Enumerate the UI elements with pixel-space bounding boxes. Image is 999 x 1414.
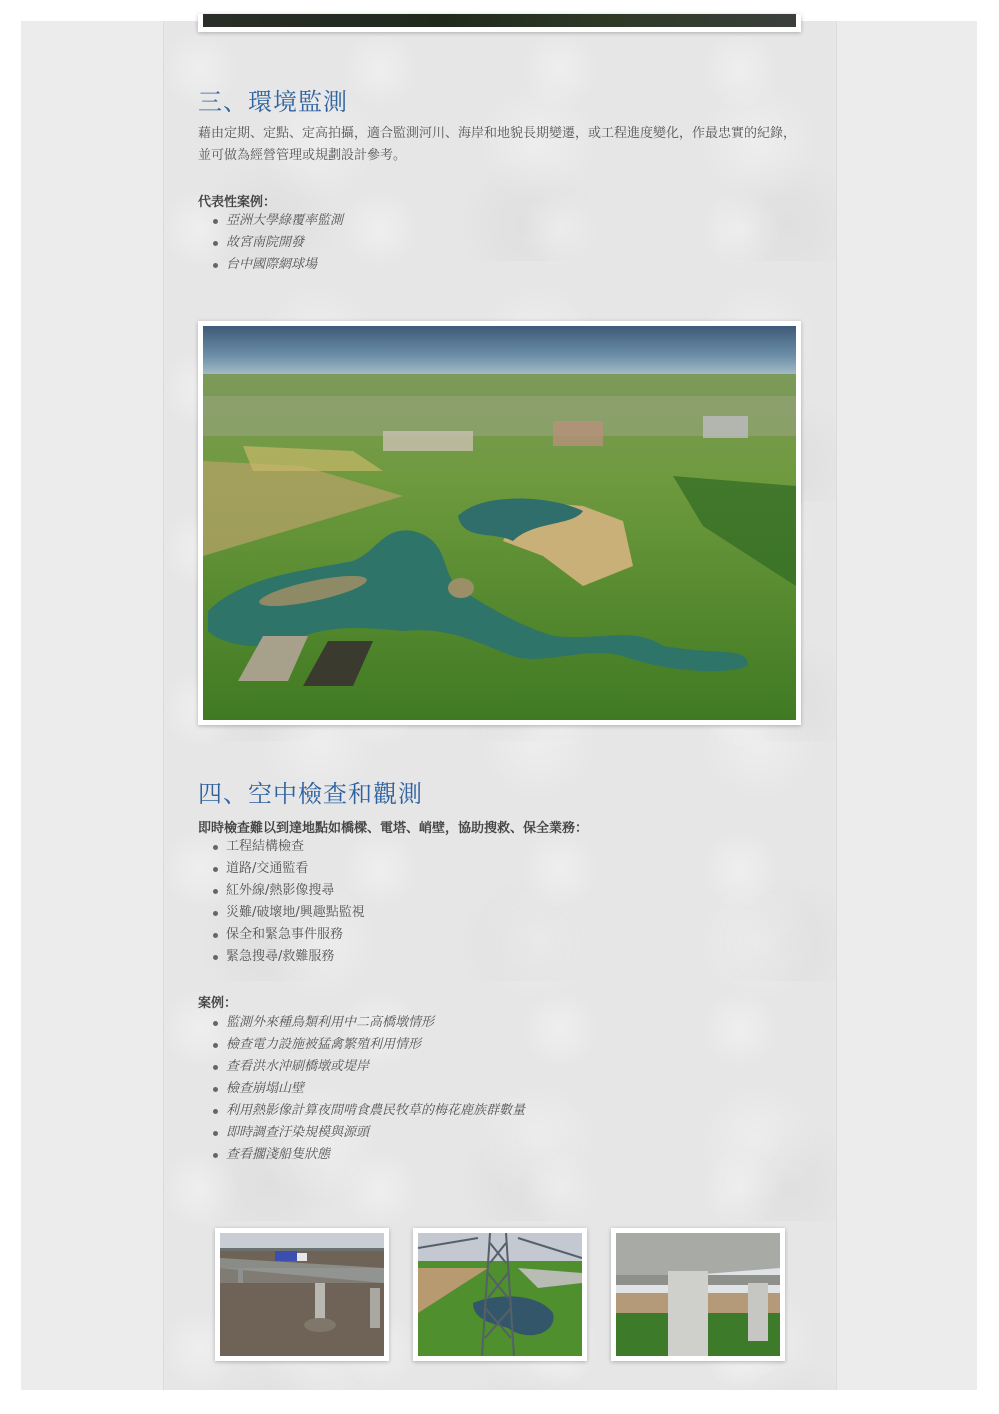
- section3-cases-label: 代表性案例：: [198, 195, 277, 210]
- list-item: 利用熱影像計算夜間啃食農民牧草的梅花鹿族群數量: [198, 1100, 525, 1122]
- list-item: 道路/交通監看: [198, 858, 365, 880]
- list-item: 檢查電力設施被猛禽繁殖利用情形: [198, 1034, 525, 1056]
- section4-cases-label: 案例：: [198, 996, 238, 1011]
- section3-cases-list: [198, 210, 343, 276]
- section4-heading: 四、空中檢查和觀測: [198, 780, 423, 808]
- section4-cases-list: [198, 1012, 525, 1166]
- thumbnail-bridge-riverbed: [215, 1228, 389, 1361]
- list-item: 檢查崩塌山壁: [198, 1078, 525, 1100]
- bridge-pillar-photo-icon: [616, 1233, 780, 1356]
- thumbnail-power-tower: [413, 1228, 587, 1361]
- aerial-wetland-image: [198, 321, 801, 725]
- list-item: 故宮南院開發: [198, 232, 343, 254]
- list-item: 監測外來種鳥類利用中二高橋墩情形: [198, 1012, 525, 1034]
- section3-description: 藉由定期、定點、定高拍攝，適合監測河川、海岸和地貌長期變遷，或工程進度變化，作最忠實的紀錄，並可做為經營管理或規劃設計參考。: [198, 126, 797, 163]
- bridge-over-riverbed-photo-icon: [220, 1233, 384, 1356]
- list-item: 緊急搜尋/救難服務: [198, 946, 365, 968]
- aerial-wetland-photo-icon: [203, 326, 796, 720]
- thumbnail-bridge-pillar: [611, 1228, 785, 1361]
- list-item: 保全和緊急事件服務: [198, 924, 365, 946]
- list-item: 查看擱淺船隻狀態: [198, 1144, 525, 1166]
- section3-heading: 三、環境監測: [198, 88, 348, 116]
- section4-intro: 即時檢查難以到達地點如橋樑、電塔、峭壁，協助搜救、保全業務：: [198, 821, 589, 836]
- list-item: 台中國際網球場: [198, 254, 343, 276]
- power-tower-photo-icon: [418, 1233, 582, 1356]
- list-item: 紅外線/熱影像搜尋: [198, 880, 365, 902]
- list-item: 亞洲大學綠覆率監測: [198, 210, 343, 232]
- list-item: 工程結構檢查: [198, 836, 365, 858]
- section4-services-list: [198, 836, 365, 968]
- list-item: 即時調查汙染規模與源頭: [198, 1122, 525, 1144]
- list-item: 災難/破壞地/興趣點監視: [198, 902, 365, 924]
- list-item: 查看洪水沖刷橋墩或堤岸: [198, 1056, 525, 1078]
- previous-section-image: [198, 14, 801, 32]
